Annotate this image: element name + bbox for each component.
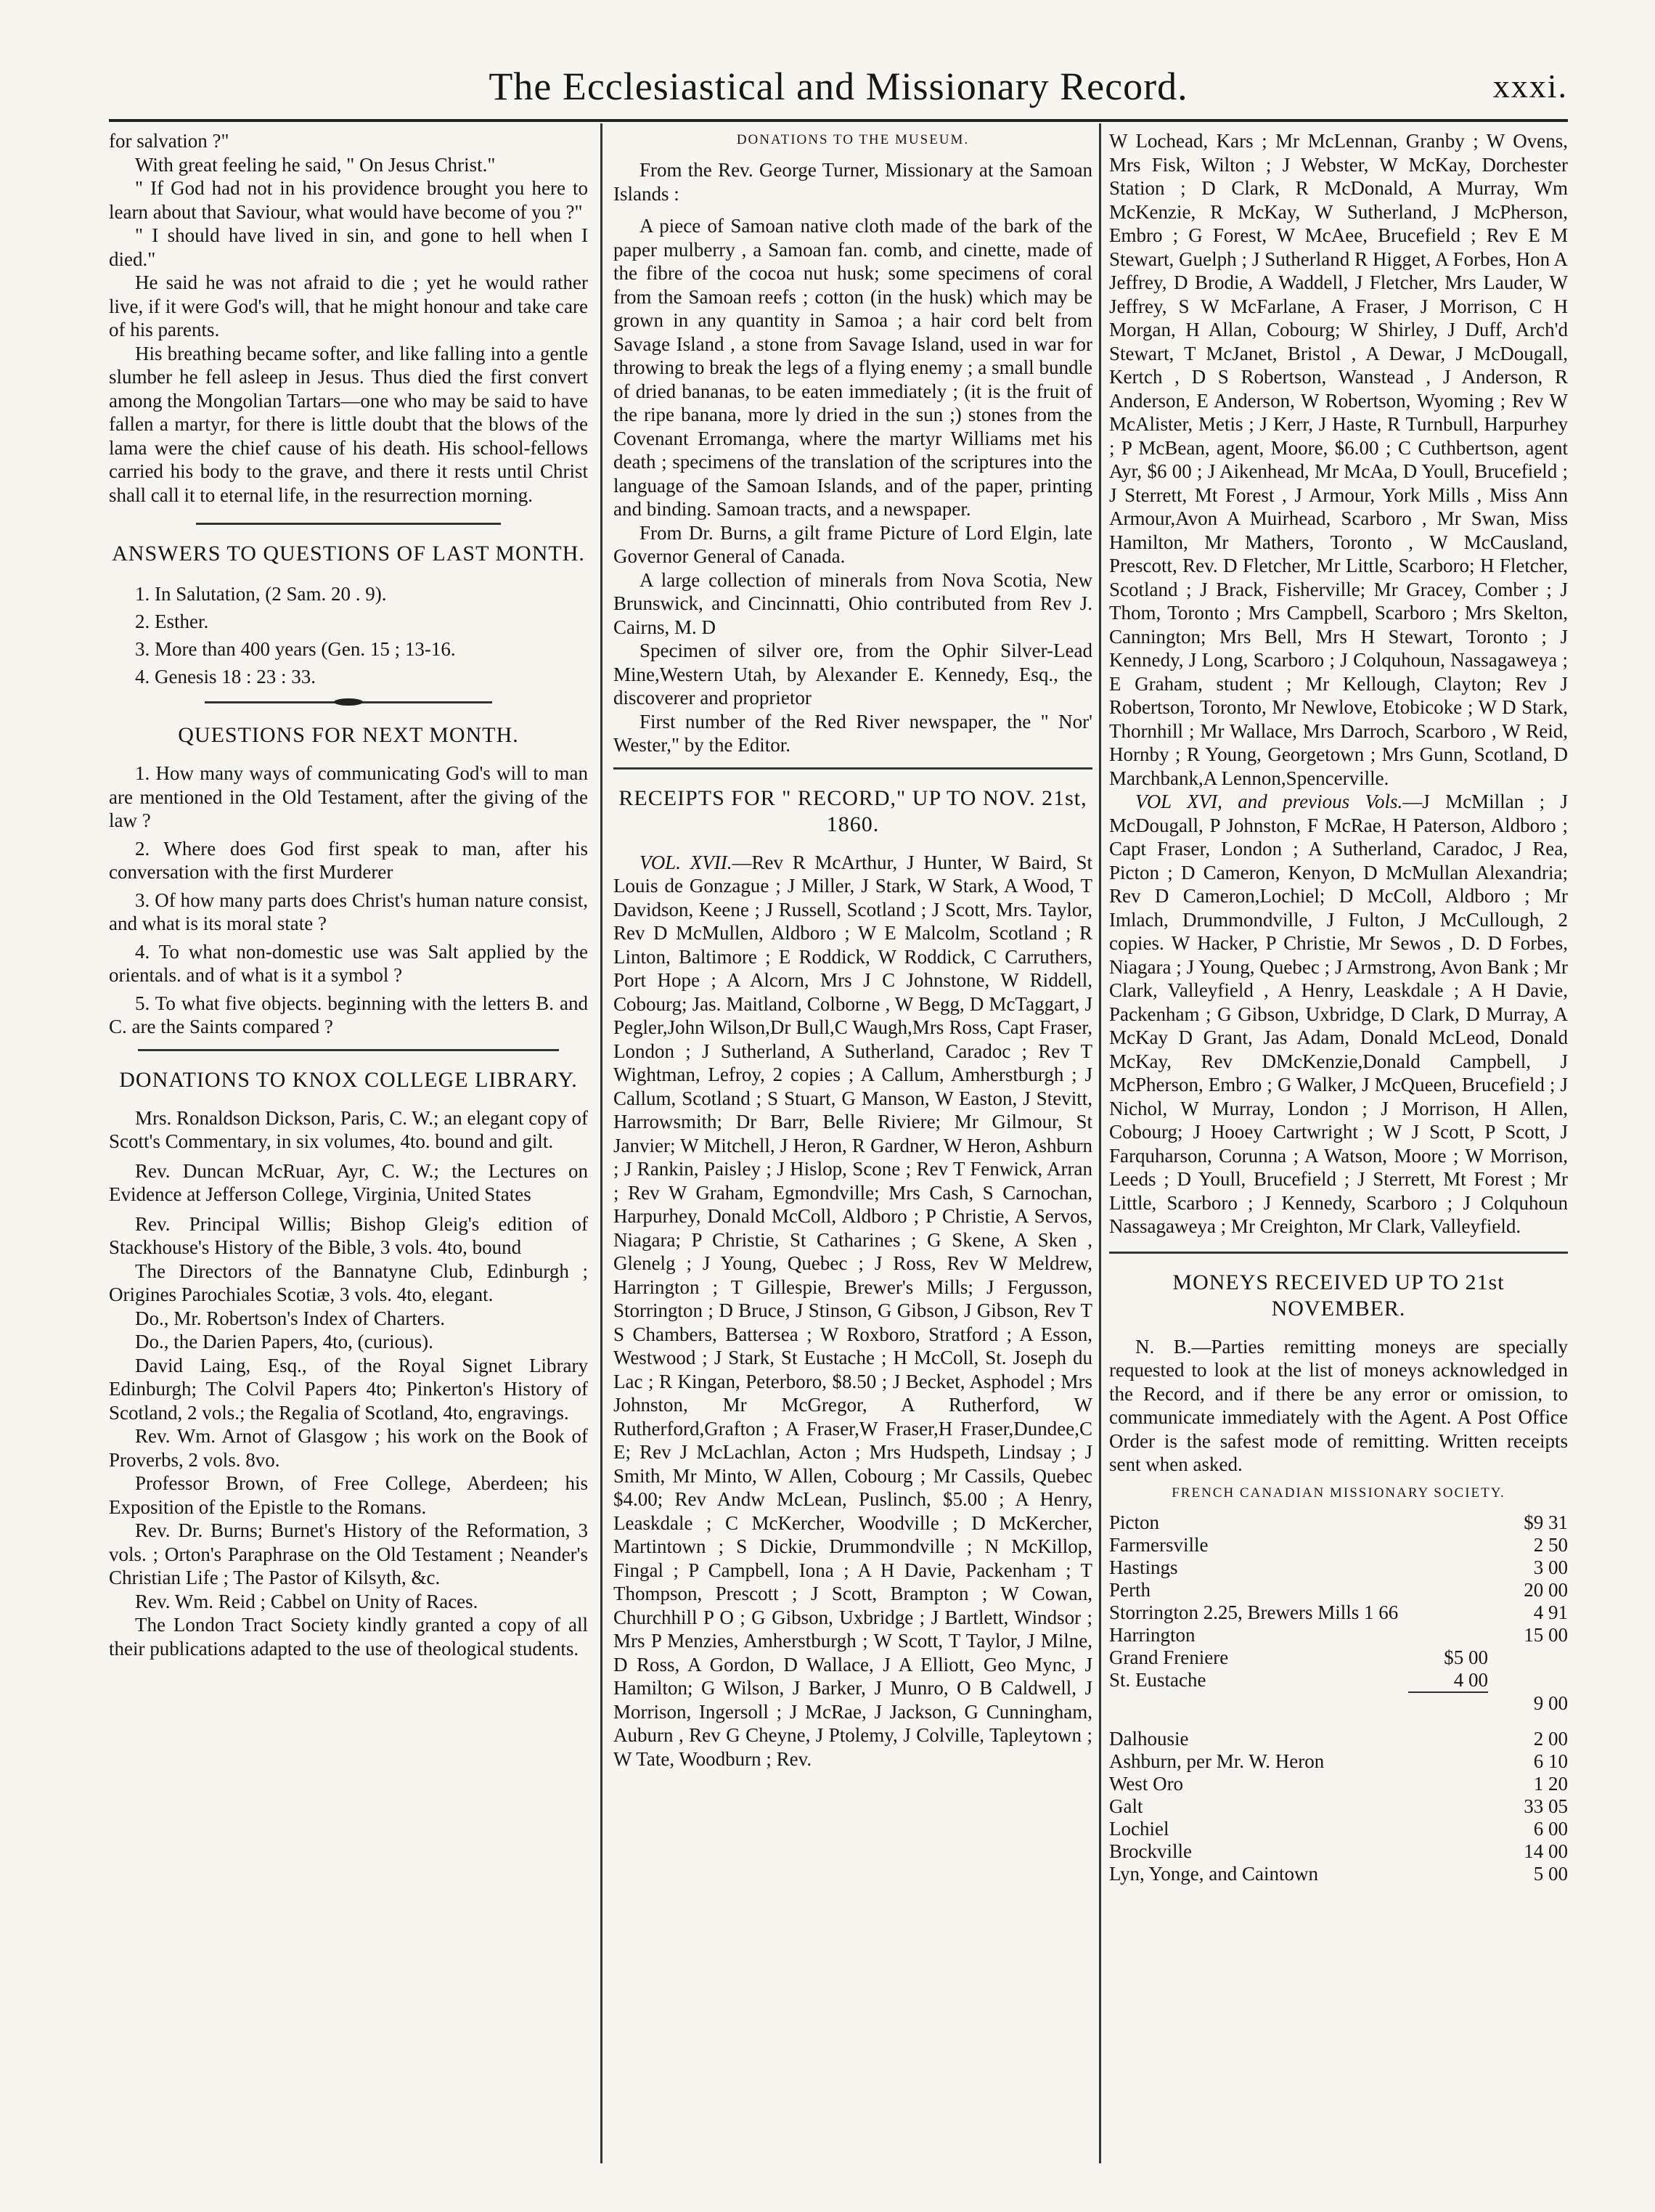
paragraph: A piece of Samoan native cloth made of the bark of the paper mulberry , a Samoan fan. comb, and cinette, made of the fibre of the cocoa nut husk; some specimens of coral from the Samoan reefs ; cotton (in the husk) which may be grown in any quantity in Samoa ; a hair cord belt from Savage Island , a stone from Savage Island, used in war for throwing to break the legs of a flying enemy ; a small bundle of dried bananas, to be eaten immediately ; (it is the fruit of the ripe banana, more ly dried in the sun ;) stones from the Covenant Erromanga, where the martyr Williams met his death ; specimens of the translation of the scriptures into the language of the Samoan Islands, and of the paper, printing and binding. Samoan tracts, and a newspaper. xyxy=(613,215,1092,520)
section-rule xyxy=(613,767,1092,770)
subtotal-cell xyxy=(1408,1511,1488,1534)
receipts-names: —Rev R McArthur, J Hunter, W Baird, St Louis de Gonzague ; J Miller, J Stark, W Stark, A Wood, T Davidson, Keene ; J Russell, Scotland ; J Scott, Mrs. Taylor, Rev D McMullen, Aldboro ; W E Malcolm, Scotland ; R Linton, Baltimore ; E Roddick, W Roddick, C Carruthers, Port Hope ; A Alcorn, Mrs J C Johnstone, W Riddell, Cobourg; Jas. Maitland, Colborne , W Begg, D McTaggart, J Pegler,John Wilson,Dr Bull,C Waugh,Mrs Ross, Capt Fraser, London ; J Sutherland, A Sutherland, Caradoc ; Rev T Wightman, Lefroy, 2 copies ; A Callum, Amherstburgh ; J Callum, Scotland ; S Stuart, G Manson, W Easton, J Stevitt, Harrowsmith; Dr Barr, Belle Riviere; Mr Gilmour, St Janvier; W Mitchell, J Heron, R Gardner, W Heron, Ashburn ; J Rankin, Paisley ; J Hislop, Scone ; Rev T Fenwick, Arran ; Rev W Graham, Egmondville; Mrs Cash, S Carnochan, Harpurhey, Donald McColl, Aldboro ; P Christie, A Servos, Niagara; P Christie, St Catharines ; G Skene, A Sken , Glenelg ; J Young, Quebec ; J Ross, Rev W Meldrew, Harrington ; T Gillespie, Brewer's Mills; J Fergusson, Storrington ; D Bruce, J Stinson, G Gibson, J Gibson, Rev T S Chambers, Battersea ; W Roxboro, Stratford ; A Esson, Westwood ; J Stark, St Eustache ; H McColl, St. Joseph du Lac ; R Kingan, Peterboro, $8.50 ; J Becket, Asphodel ; Mrs Johnston, Mr McGregor, A Rutherford, W Rutherford,Grafton ; A Fraser,W Fraser,H Fraser,Dundee,C E; Rev J McLachlan, Acton ; Mrs Hudspeth, Lindsay ; J Smith, Mr Minto, W Allen, Cobourg ; Mr Cassils, Quebec $4.00; Rev Andw McLean, Puslinch, $5.00 ; A Henry, Leaskdale ; C McKercher, Woodville ; D McKercher, Martintown ; S Dickie, Drummondville ; N McKillop, Fingal ; P Campbell, Iona ; A H Davie, Packenham ; T Thompson, Prescott ; J Scott, Brampton ; W Cowan, Churchhill P O ; G Gibson, Uxbridge ; J Bartlett, Windsor ; Mrs P Menzies, Amherstburgh ; W Scott, T Taylor, J Milne, D Ross, A Gordon, D Wallace, J A Elliott, Geo Mync, J Hamilton; G Wilson, J Barker, J Munro, O B Caldwell, J Morrison, Ingersoll ; J McRae, J Jackson, G Cunningham, Auburn , Rev G Cheyne, J Ptolemy, J Colville, Tapleytown ; W Tate, Woodburn ; Rev. xyxy=(613,851,1092,1770)
place-cell: Brockville xyxy=(1109,1840,1192,1862)
amount-cell: 2 00 xyxy=(1533,1727,1568,1750)
paragraph: Specimen of silver ore, from the Ophir Silver-Lead Mine,Western Utah, by Alexander E. Kennedy, Esq., the discoverer and proprietor xyxy=(613,640,1092,709)
table-row xyxy=(1109,1818,1568,1840)
subtotal-cell xyxy=(1408,1556,1488,1579)
place-cell: St. Eustache xyxy=(1109,1669,1206,1691)
list-item: 1. In Salutation, (2 Sam. 20 . 9). xyxy=(135,583,387,605)
column-1 xyxy=(109,129,588,2162)
list-item: 2. Where does God first speak to man, after his conversation with the first Murderer xyxy=(109,837,588,883)
spacer-row xyxy=(1109,1715,1568,1728)
museum-donations xyxy=(613,158,1092,757)
list-item: Rev. Wm. Reid ; Cabbel on Unity of Races. xyxy=(135,1590,478,1612)
paragraph: From the Rev. George Turner, Missionary at the Samoan Islands : xyxy=(613,159,1092,205)
amount-cell: 9 00 xyxy=(1533,1691,1568,1714)
amount-cell xyxy=(1488,1669,1568,1692)
subtotal-cell: $5 00 xyxy=(1444,1646,1488,1668)
moneys-heading: MONEYS RECEIVED UP TO 21st NOVEMBER. xyxy=(1172,1270,1505,1321)
knox-donations xyxy=(109,1106,588,1661)
nota-bene: N. B.—Parties remitting moneys are specially requested to look at the list of moneys acknowledged in the Record, and if there be any error or omission, to communicate immediately with the Agent. A Post Office Order is the safest mode of remitting. Written receipts sent when asked. xyxy=(1109,1335,1568,1475)
society-heading: FRENCH CANADIAN MISSIONARY SOCIETY. xyxy=(1172,1485,1505,1501)
receipts-continued: W Lochead, Kars ; Mr McLennan, Granby ; W Ovens, Mrs Fisk, Wilton ; J Webster, W McKay, Dorchester Station ; D Clark, R McDonald, A Murray, Wm McKenzie, R McKay, W Sutherland, J McPherson, Embro ; G Forest, W McAee, Brucefield ; Rev E M Stewart, Guelph ; J Sutherland R Higget, A Forbes, Hon A Jeffrey, D Brodie, A Waddell, J Fletcher, Mrs Lauder, W Jeffrey, S W McFarlane, A Fraser, J Morrison, C H Morgan, H Allan, Cobourg; W Shirley, J Duff, Arch'd Stewart, T McJanet, Bristol , A Dewar, J McDougall, Kertch , D S Robertson, Wanstead , J Anderson, R Anderson, E Anderson, W Robertson, Wyoming ; Rev W McAlister, Metis ; J Kerr, J Haste, R Turnbull, Harpurhey ; P McBean, agent, Moore, $6.00 ; C Cuthbertson, agent Ayr, $6 00 ; J Aikenhead, Mr McAa, D Youll, Brucefield ; J Sterrett, Mt Forest , J Armour, York Mills , Miss Ann Armour,Avon A Muirhead, Scarboro , Mr Swan, Miss Hamilton, Mr Mathers, Toronto , W McCausland, Prescott, Rev. D Fletcher, Mr Little, Scarboro; H Fletcher, Scotland ; J Brack, Fisherville; Mr Gracey, Comber ; J Thom, Toronto ; Mrs Campbell, Scarboro ; Mrs Skelton, Cannington; Mrs Bell, Mrs H Stewart, Toronto ; J Kennedy, J Long, Scarboro ; J Colquhoun, Nassagaweya ; E Graham, student ; Mr Kellough, Clayton; Rev J Robertson, Toronto, Mr Newlove, Etobicoke ; W D Stark, Thornhill ; Mr Wallace, Mrs Darroch, Scarboro , W Reid, Hornby ; R Young, Georgetown ; Mrs Gunn, Scotland, D Marchbank,A Lennon,Spencerville. xyxy=(1109,130,1568,789)
table-row xyxy=(1109,1556,1568,1579)
answers-list xyxy=(109,580,588,690)
subtotal-cell xyxy=(1408,1863,1488,1885)
list-item: 4. To what non-domestic use was Salt applied by the orientals. and of what is it a symbol ? xyxy=(109,940,588,986)
list-item: 4. Genesis 18 : 23 : 33. xyxy=(135,666,316,687)
column-divider-1 xyxy=(600,123,602,2163)
amount-cell: 2 50 xyxy=(1533,1533,1568,1556)
subtotal-cell xyxy=(1408,1624,1488,1646)
amount-cell: 3 00 xyxy=(1533,1556,1568,1578)
place-cell: Harrington xyxy=(1109,1623,1196,1646)
list-item: 1. How many ways of communicating God's will to man are mentioned in the Old Testament, after the giving of the law ? xyxy=(109,762,588,831)
table-row xyxy=(1109,1534,1568,1556)
receipts-vol-xvii xyxy=(613,851,1092,1771)
section-rule xyxy=(138,1049,559,1051)
receipts-vol-xvi xyxy=(1109,790,1568,1238)
list-item: Rev. Wm. Arnot of Glasgow ; his work on the Book of Proverbs, 2 vols. 8vo. xyxy=(109,1425,588,1471)
table-row xyxy=(1109,1795,1568,1818)
subtotal-row xyxy=(1109,1692,1568,1715)
table-row xyxy=(1109,1624,1568,1646)
list-item: Rev. Principal Willis; Bishop Gleig's edition of Stackhouse's History of the Bible, 3 vols. 4to, bound xyxy=(109,1212,588,1258)
place-cell: Storrington 2.25, Brewers Mills 1 66 xyxy=(1109,1601,1399,1623)
subtotal-cell: 4 00 xyxy=(1453,1668,1488,1691)
amount-cell: 14 00 xyxy=(1524,1840,1568,1862)
subtotal-cell xyxy=(1408,1840,1488,1863)
list-item: The London Tract Society kindly granted a copy of all their publications adapted to the use of theological students. xyxy=(109,1614,588,1660)
list-item: 3. More than 400 years (Gen. 15 ; 13-16. xyxy=(135,638,456,660)
list-item: Do., the Darien Papers, 4to, (curious). xyxy=(135,1331,433,1352)
list-item: Rev. Dr. Burns; Burnet's History of the Reformation, 3 vols. ; Orton's Paraphrase on the Old Testament ; Neander's Christian Life ; The Pastor of Kilsyth, &c. xyxy=(109,1519,588,1588)
subtotal-cell xyxy=(1408,1750,1488,1773)
list-item: The Directors of the Bannatyne Club, Edinburgh ; Origines Parochiales Scotiæ, 3 vols. 4to, elegant. xyxy=(109,1260,588,1305)
moneys-table-body xyxy=(1109,1511,1568,1885)
subtotal-cell xyxy=(1408,1534,1488,1556)
page-number: xxxi. xyxy=(1492,68,1568,105)
list-item: 5. To what five objects. beginning with the letters B. and C. are the Saints compared ? xyxy=(109,992,588,1037)
place-cell: Grand Freniere xyxy=(1109,1646,1229,1668)
amount-cell: 6 00 xyxy=(1533,1817,1568,1840)
list-item: David Laing, Esq., of the Royal Signet Library Edinburgh; The Colvil Papers 4to; Pinkerton's History of Scotland, 2 vols.; the Regalia of Scotland, 4to, engravings. xyxy=(109,1354,588,1424)
paragraph: " I should have lived in sin, and gone to hell when I died." xyxy=(109,224,588,270)
table-row xyxy=(1109,1728,1568,1750)
column-divider-2 xyxy=(1099,123,1101,2163)
table-row xyxy=(1109,1511,1568,1534)
list-item: Do., Mr. Robertson's Index of Charters. xyxy=(135,1307,446,1329)
table-row xyxy=(1109,1750,1568,1773)
answers-heading: ANSWERS TO QUESTIONS OF LAST MONTH. xyxy=(112,542,585,566)
paragraph: From Dr. Burns, a gilt frame Picture of Lord Elgin, late Governor General of Canada. xyxy=(613,521,1092,567)
questions-heading: QUESTIONS FOR NEXT MONTH. xyxy=(178,723,519,747)
place-cell: Dalhousie xyxy=(1109,1727,1189,1750)
subtotal-cell xyxy=(1408,1773,1488,1795)
amount-cell: 20 00 xyxy=(1524,1578,1568,1601)
questions-list xyxy=(109,762,588,1039)
list-item: Mrs. Ronaldson Dickson, Paris, C. W.; an elegant copy of Scott's Commentary, in six volumes, 4to. bound and gilt. xyxy=(109,1106,588,1152)
column-3 xyxy=(1109,129,1568,2162)
list-item: 2. Esther. xyxy=(135,611,209,632)
table-row xyxy=(1109,1863,1568,1885)
volume-label: VOL. XVII. xyxy=(639,851,732,873)
table-row xyxy=(1109,1601,1568,1624)
paragraph: for salvation ?" xyxy=(109,130,229,152)
subtotal-cell xyxy=(1408,1818,1488,1840)
amount-cell: 5 00 xyxy=(1533,1862,1568,1885)
subtotal-cell xyxy=(1408,1601,1488,1624)
place-cell: Ashburn, per Mr. W. Heron xyxy=(1109,1750,1325,1772)
place-cell: Hastings xyxy=(1109,1556,1178,1578)
subtotal-cell xyxy=(1408,1795,1488,1818)
amount-cell: 1 20 xyxy=(1533,1772,1568,1795)
knox-heading: DONATIONS TO KNOX COLLEGE LIBRARY. xyxy=(119,1067,578,1092)
subtotal-cell xyxy=(1408,1579,1488,1601)
paragraph: " If God had not in his providence brought you here to learn about that Saviour, what would have become of you ?" xyxy=(109,177,588,223)
place-cell xyxy=(1109,1692,1408,1715)
paragraph: He said he was not afraid to die ; yet he would rather live, if it were God's will, that he might honour and take care of his parents. xyxy=(109,272,588,340)
subtotal-cell xyxy=(1408,1728,1488,1750)
amount-cell: 6 10 xyxy=(1533,1750,1568,1772)
subtotal-cell xyxy=(1408,1692,1488,1715)
paragraph: His breathing became softer, and like falling into a gentle slumber he fell asleep in Jesus. Thus died the first convert among the Mongolian Tartars—one who may be said to have fallen a martyr, for there is little doubt that the blows of the lama were the chief cause of his death. His school-fellows carried his body to the grave, and there it rests until Christ shall call it to eternal life, in the resurrection morning. xyxy=(109,342,588,506)
section-rule xyxy=(196,523,501,525)
amount-cell xyxy=(1488,1646,1568,1669)
amount-cell: 4 91 xyxy=(1533,1601,1568,1623)
table-row xyxy=(1109,1773,1568,1795)
paragraph: With great feeling he said, " On Jesus Christ." xyxy=(135,153,496,176)
place-cell: Lochiel xyxy=(1109,1817,1169,1840)
amount-cell: $9 31 xyxy=(1524,1511,1568,1533)
table-row xyxy=(1109,1579,1568,1601)
table-row xyxy=(1109,1840,1568,1863)
table-row xyxy=(1109,1646,1568,1669)
place-cell: West Oro xyxy=(1109,1772,1184,1795)
place-cell: Galt xyxy=(1109,1795,1143,1817)
header-rule xyxy=(109,119,1568,122)
table-row xyxy=(1109,1669,1568,1692)
column-2 xyxy=(613,129,1092,2162)
museum-heading: DONATIONS TO THE MUSEUM. xyxy=(736,132,970,147)
place-cell: Picton xyxy=(1109,1511,1160,1533)
place-cell: Lyn, Yonge, and Caintown xyxy=(1109,1862,1319,1885)
moneys-table xyxy=(1109,1511,1568,1885)
ornament-rule xyxy=(109,698,588,706)
paragraph: First number of the Red River newspaper, the " Nor' Wester," by the Editor. xyxy=(613,710,1092,756)
receipts-names: —J McMillan ; J McDougall, P Johnston, F McRae, H Paterson, Aldboro ; Capt Fraser, London ; A Sutherland, Caradoc, J Rea, Picton ; D Cameron, Kenyon, D McMullan Alexandria; Rev D Cameron,Lochiel; D McColl, Aldboro ; Mr Imlach, Drummondville, J Fulton, J McCullough, 2 copies. W Hacker, P Christie, Mr Sewos , D. D Forbes, Niagara ; J Young, Quebec ; J Armstrong, Avon Bank ; Mr Clark, Valleyfield , A Henry, Leaskdale ; A H Davie, Packenham ; G Gibson, Uxbridge, D Clark, D Murray, A McKay D Grant, Jas Adam, Donald McLeod, Donald McKay, Rev DMcKenzie,Donald Campbell, J McPherson, Embro ; G Walker, J McQueen, Brucefield ; J Nichol, W Murray, London ; J Morrison, H Allen, Cobourg; J Hooey Cartwright ; W J Scott, P Scott, J Farquharson, Corunna ; A Watson, Moore ; W Morrison, Leeds ; D Youll, Brucefield ; J Sterrett, Mt Forest ; Mr Little, Scarboro ; J Kennedy, Scarboro ; J Colquhoun Nassagaweya ; Mr Creighton, Mr Clark, Valleyfield. xyxy=(1109,791,1568,1237)
running-head xyxy=(109,64,1568,115)
amount-cell: 15 00 xyxy=(1524,1623,1568,1646)
place-cell: Perth xyxy=(1109,1578,1151,1601)
paragraph: A large collection of minerals from Nova Scotia, New Brunswick, and Cincinnatti, Ohio contributed from Rev J. Cairns, M. D xyxy=(613,568,1092,638)
section-rule xyxy=(1109,1252,1568,1254)
story-conclusion xyxy=(109,129,588,507)
list-item: 3. Of how many parts does Christ's human nature consist, and what is its moral state ? xyxy=(109,889,588,934)
place-cell: Farmersville xyxy=(1109,1533,1209,1556)
amount-cell: 33 05 xyxy=(1524,1795,1568,1817)
journal-title: The Ecclesiastical and Missionary Record. xyxy=(489,65,1188,108)
receipts-heading: RECEIPTS FOR " RECORD," UP TO NOV. 21st, 1860. xyxy=(618,785,1087,836)
list-item: Rev. Duncan McRuar, Ayr, C. W.; the Lectures on Evidence at Jefferson College, Virginia, United States xyxy=(109,1159,588,1205)
list-item: Professor Brown, of Free College, Aberdeen; his Exposition of the Epistle to the Romans. xyxy=(109,1472,588,1518)
volume-label: VOL XVI, and previous Vols. xyxy=(1135,791,1403,812)
